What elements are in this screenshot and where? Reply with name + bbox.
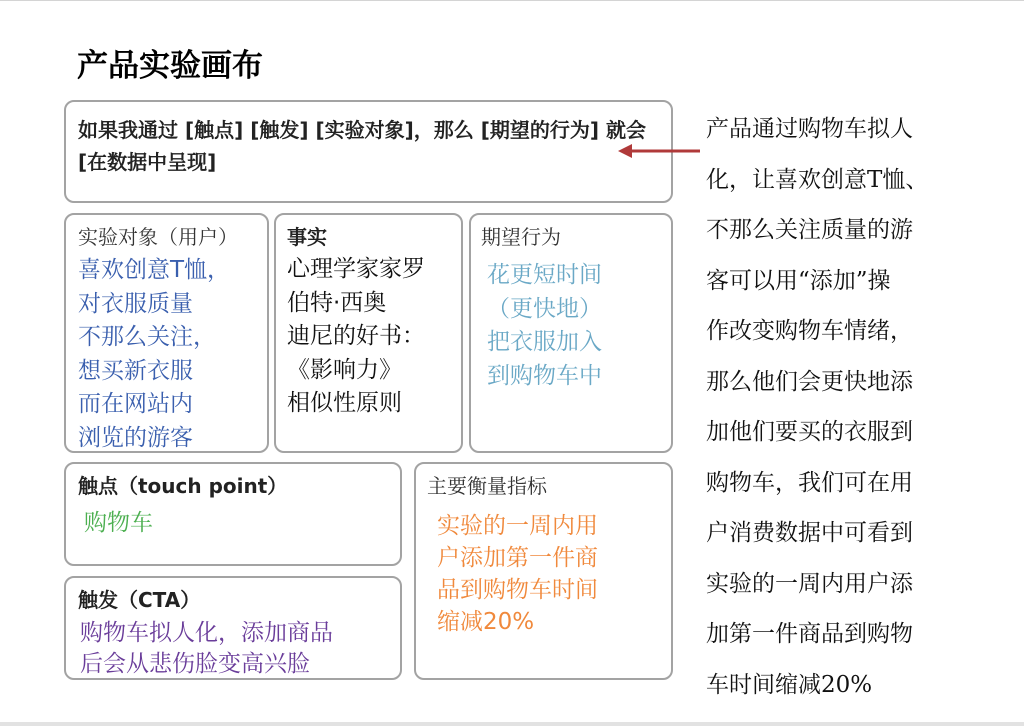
user-box [64,213,269,453]
touchpoint-box [64,462,402,566]
trigger-box [64,576,402,680]
hypothesis-box [64,100,673,203]
metric-body: 实验的一周内用 户添加第一件商 品到购物车时间 缩减20% [437,513,598,635]
touchpoint-heading: 触点（touch point） [78,474,288,498]
metric-heading: 主要衡量指标 [427,474,547,498]
page-title: 产品实验画布 [77,48,263,84]
expected-heading: 期望行为 [481,225,561,249]
touchpoint-body: 购物车 [84,510,153,536]
trigger-body: 购物车拟人化，添加商品 后会从悲伤脸变高兴脸 [80,620,333,677]
metric-box [414,462,673,680]
arrow-left-icon [618,141,702,161]
fact-box [274,213,463,453]
expected-body: 花更短时间 （更快地） 把衣服加入 到购物车中 [487,262,602,389]
explanation-text: 产品通过购物车拟人 化，让喜欢创意T恤、 不那么关注质量的游 客可以用“添加”操 作改变购物车情绪， 那么他们会更快地添 加他们要买的衣服到 购物车，我们可在用 户消费数据中可看到 实验的一周内用户添 加第一件商品到购物 车时间缩减20% [706,116,929,698]
user-body: 喜欢创意T恤， 对衣服质量 不那么关注， 想买新衣服 而在网站内 浏览的游客 [78,257,231,451]
page-bottom-border [0,722,1024,726]
user-heading: 实验对象（用户） [78,225,238,249]
hypothesis-text: 如果我通过 [触点] [触发] [实验对象]，那么 [期望的行为] 就会 [在数据中呈现] [78,118,646,174]
fact-heading: 事实 [287,225,327,249]
fact-body: 心理学家家罗 伯特·西奥 迪尼的好书： 《影响力》 相似性原则 [287,256,425,416]
trigger-heading: 触发（CTA） [78,588,201,612]
expected-behavior-box [469,213,673,453]
page-top-border [0,0,1024,1]
